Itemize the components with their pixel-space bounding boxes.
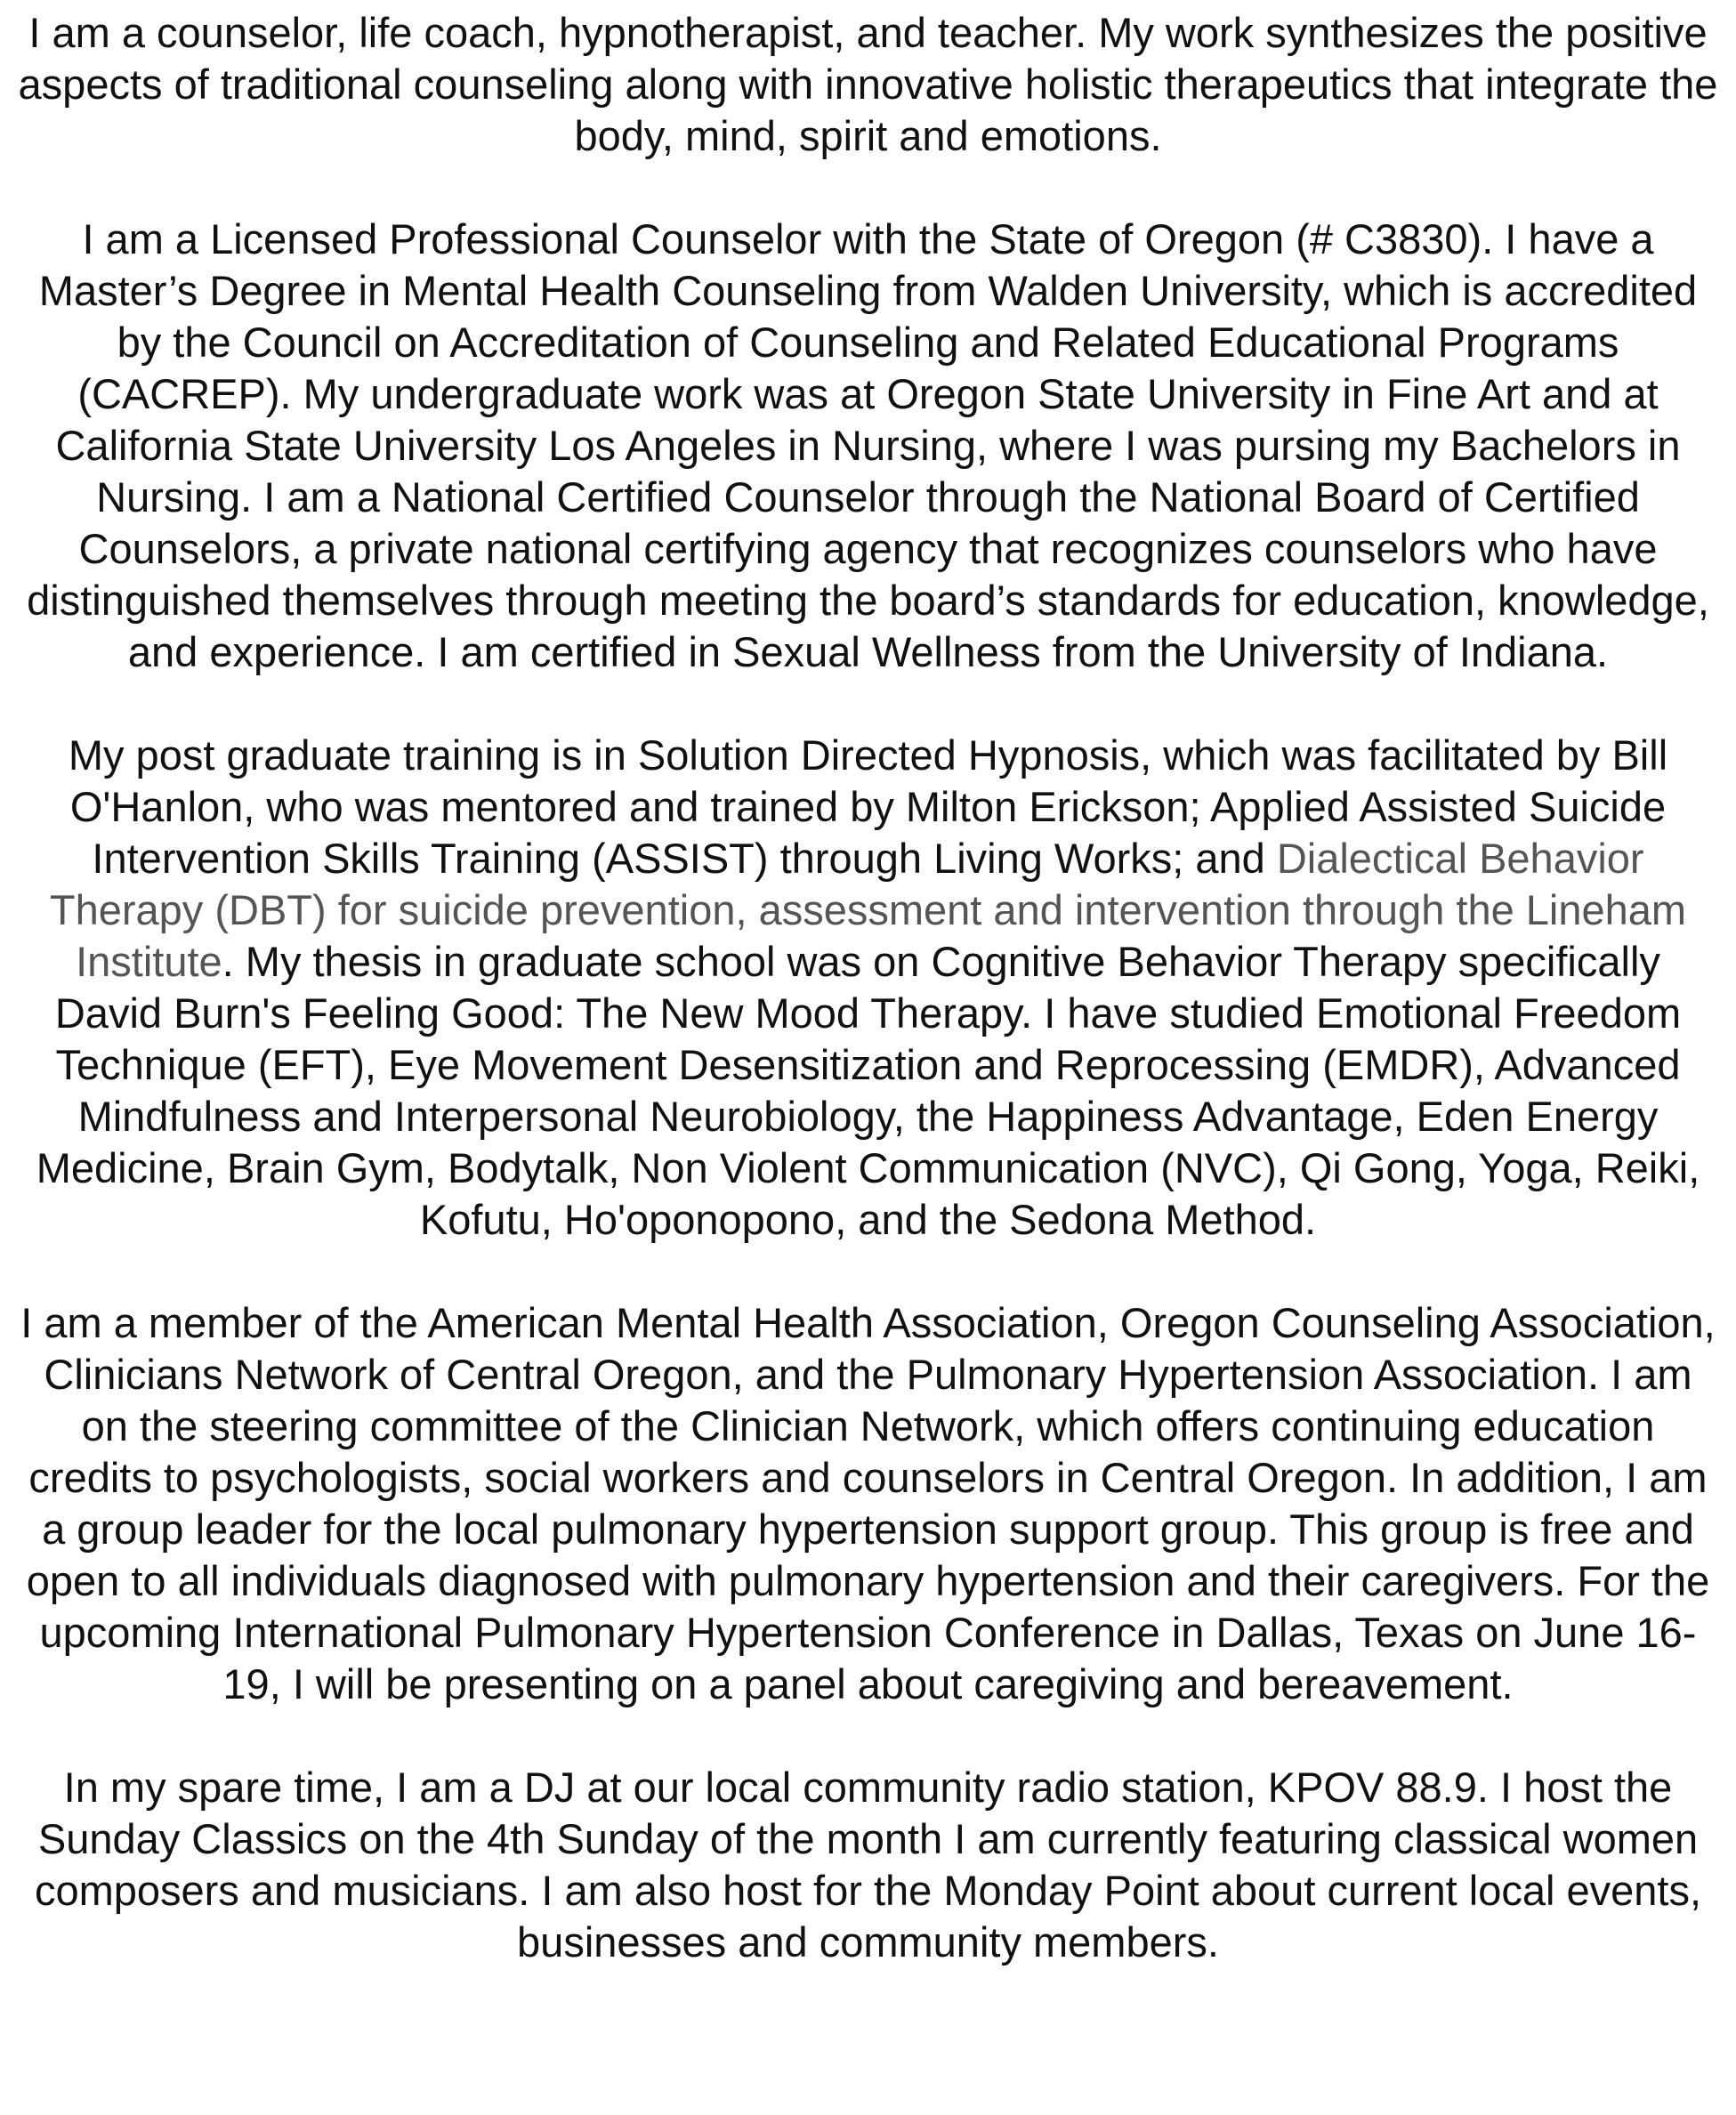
paragraph-credentials: I am a Licensed Professional Counselor with the State of Oregon (# C3830). I have a Master’s Degree in Mental Health Counseling from Walden University, which is accredited by the Council on Accreditation of Counseling and Related Educational Programs (CACREP). My undergraduate work was at Oregon State University in Fine Art and at California State University Los Angeles in Nursing, where I was pursing my Bachelors in Nursing. I am a National Certified Counselor through the National Board of Certified Counselors, a private national certifying agency that recognizes counselors who have distinguished themselves through meeting the board’s standards for education, knowledge, and experience. I am certified in Sexual Wellness from the University of Indiana.	[27, 215, 1709, 675]
paragraph-spare-time: In my spare time, I am a DJ at our local community radio station, KPOV 88.9. I host the Sunday Classics on the 4th Sunday of the month I am currently featuring classical women composers and musicians. I am also host for the Monday Point about current local events, businesses and community members.	[34, 1764, 1702, 1966]
document-body	[18, 7, 1718, 1968]
training-text-after: . My thesis in graduate school was on Cognitive Behavior Therapy specifically David Burn's Feeling Good: The New Mood Therapy. I have studied Emotional Freedom Technique (EFT), Eye Movement Desensitization and Reprocessing (EMDR), Advanced Mindfulness and Interpersonal Neurobiology, the Happiness Advantage, Eden Energy Medicine, Brain Gym, Bodytalk, Non Violent Communication (NVC), Qi Gong, Yoga, Reiki, Kofutu, Ho'oponopono, and the Sedona Method.	[36, 938, 1700, 1243]
paragraph-memberships: I am a member of the American Mental Health Association, Oregon Counseling Association, Clinicians Network of Central Oregon, and the Pulmonary Hypertension Association. I am on the steering committee of the Clinician Network, which offers continuing education credits to psychologists, social workers and counselors in Central Oregon. In addition, I am a group leader for the local pulmonary hypertension support group. This group is free and open to all individuals diagnosed with pulmonary hypertension and their caregivers. For the upcoming International Pulmonary Hypertension Conference in Dallas, Texas on June 16-19, I will be presenting on a panel about caregiving and bereavement.	[20, 1299, 1716, 1707]
paragraph-training	[18, 730, 1718, 1246]
training-highlighted-text: Dialectical Behavior Therapy (DBT) for suicide prevention, assessment and intervention through the Lineham Institute	[49, 835, 1687, 985]
paragraph-intro: I am a counselor, life coach, hypnotherapist, and teacher. My work synthesizes the positive aspects of traditional counseling along with innovative holistic therapeutics that integrate the body, mind, spirit and emotions.	[18, 9, 1718, 159]
training-text-before: My post graduate training is in Solution Directed Hypnosis, which was facilitated by Bill O'Hanlon, who was mentored and trained by Milton Erickson; Applied Assisted Suicide Intervention Skills Training (ASSIST) through Living Works; and	[68, 731, 1668, 882]
